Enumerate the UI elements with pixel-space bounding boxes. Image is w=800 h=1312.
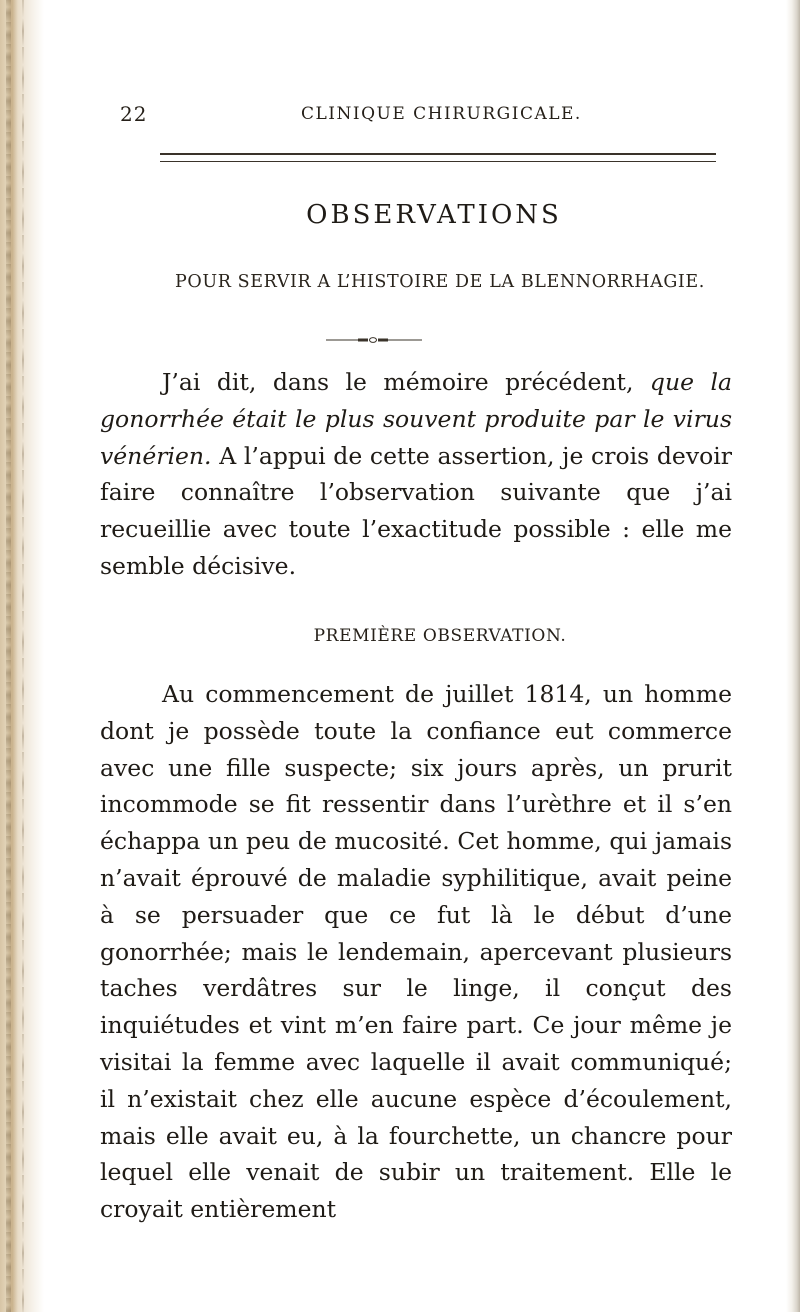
header-double-rule xyxy=(160,153,716,162)
first-observation-heading: PREMIÈRE OBSERVATION. xyxy=(313,626,567,646)
page-right-edge xyxy=(786,0,800,1312)
running-title: CLINIQUE CHIRURGICALE. xyxy=(301,104,582,124)
section-title: OBSERVATIONS xyxy=(306,200,562,230)
intro-paragraph xyxy=(100,364,732,585)
book-binding-edge xyxy=(0,0,44,1312)
intro-text-start: J’ai dit, dans le mémoire précédent, xyxy=(162,368,650,396)
running-header xyxy=(120,102,760,132)
first-observation-paragraph xyxy=(100,676,732,1228)
intro-text-end: A l’appui de cette assertion, je crois devoir faire connaître l’observation suivante que j’ai recueillie avec toute l’exactitude possible : elle me semble décisive. xyxy=(100,441,732,580)
page-number: 22 xyxy=(120,102,148,126)
intro-italic-quote: que la gonorrhée était le plus souvent produite par le virus vénérien. xyxy=(100,368,732,470)
first-observation-text: Au commencement de juillet 1814, un homme dont je possède toute la confiance eut commerce avec une fille suspecte; six jours après, un prurit incommode se fit ressentir dans l’urèthre et il s’en échappa un peu de mucosité. Cet homme, qui jamais n’avait éprouvé de maladie syphilitique, avait peine à se persuader que ce fut là le début d’une gonorrhée; mais le lendemain, apercevant plusieurs taches verdâtres sur le linge, il conçut des inquiétudes et vint m’en faire part. Ce jour même je visitai la femme avec laquelle il avait communiqué; il n’existait chez elle aucune espèce d’écoulement, mais elle avait eu, à la fourchette, un chancre pour lequel elle venait de subir un traitement. Elle le croyait entièrement xyxy=(100,680,732,1224)
section-subtitle: POUR SERVIR A L’HISTOIRE DE LA BLENNORRHAGIE. xyxy=(175,272,705,292)
ornament-divider xyxy=(324,336,424,344)
